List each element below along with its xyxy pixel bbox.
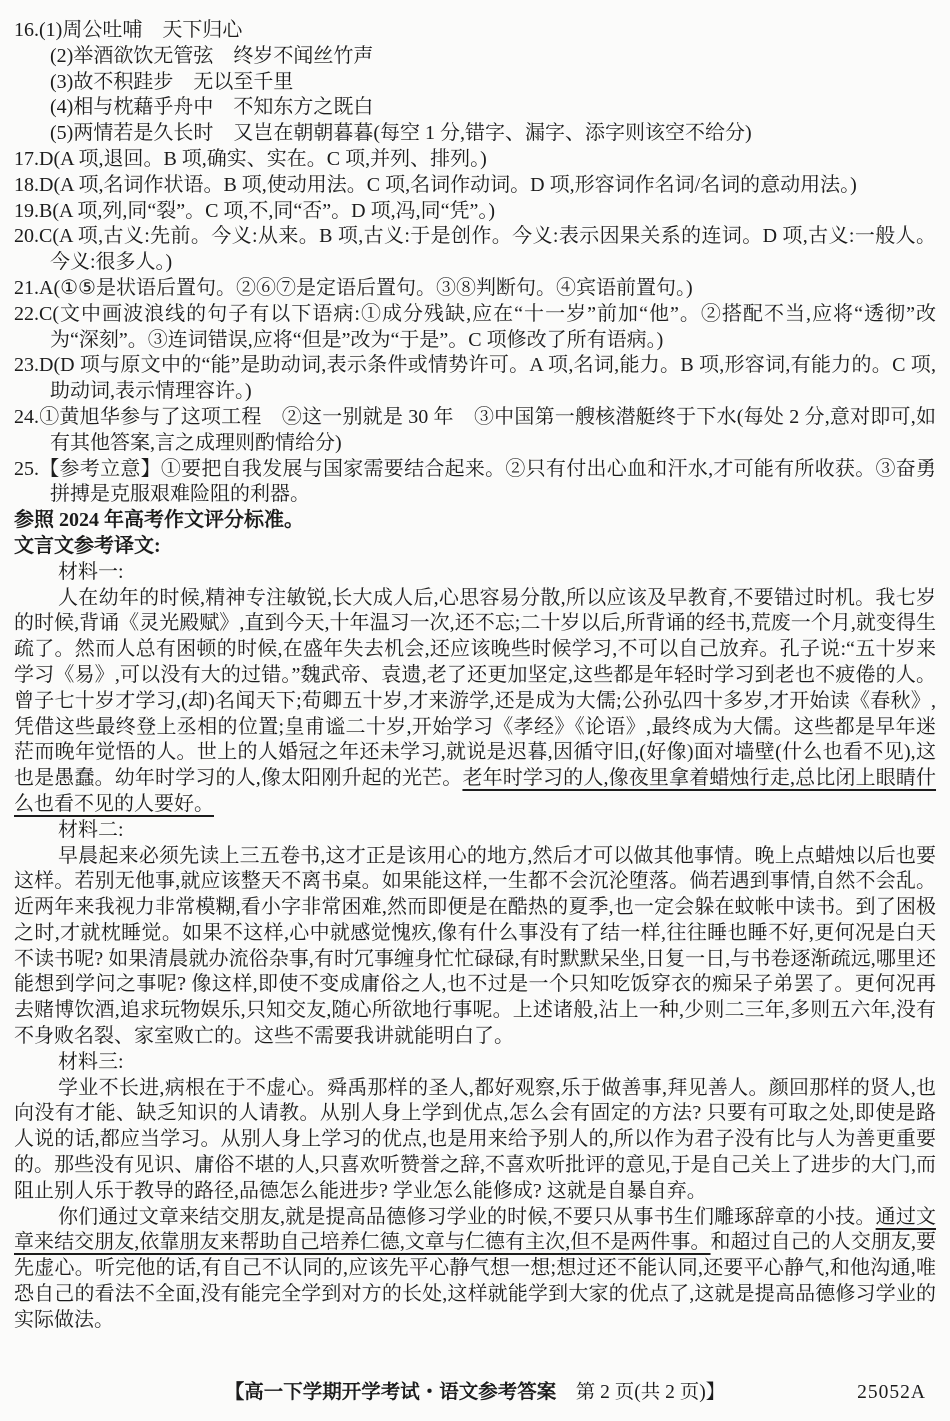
- essay-standard-note: 参照 2024 年高考作文评分标准。: [14, 509, 304, 532]
- answer-number-25: 25.: [14, 457, 39, 480]
- footer-exam-title: 【高一下学期开学考试・语文参考答案: [224, 1382, 557, 1403]
- footer-page-info: 第 2 页(共 2 页)】: [556, 1382, 726, 1403]
- answer-item-21: [14, 276, 936, 302]
- answer-16-line-5: (5)两情若是久长时 又岂在朝朝暮暮(每空 1 分,错字、漏字、添字则该空不给分): [50, 122, 752, 145]
- material-3b-post-text: 和超过自己的人交朋友,要先虚心。听完他的话,有自己不认同的,应该先平心静气想一想;想过还不能认同,还要平心静气,和他沟通,唯恐自己的看法不全面,没有能完全学到对方的长处,这样就能学到大家的优点了,这就是提高品德修习学业的实际做法。: [14, 1231, 937, 1331]
- answer-20-text: C(A 项,古义:先前。今义:从来。B 项,古义:于是创作。今义:表示因果关系的连词。D 项,古义:一般人。今义:很多人。): [39, 225, 936, 274]
- answer-number-23: 23.: [14, 354, 39, 377]
- material-1-label: 材料一:: [58, 560, 124, 583]
- answer-item-22: [14, 302, 936, 354]
- answer-number-19: 19.: [14, 199, 39, 222]
- answer-24-text: ①黄旭华参与了这项工程 ②这一别就是 30 年 ③中国第一艘核潜艇终于下水(每处 2 分,意对即可,如有其他答案,言之成理则酌情给分): [39, 405, 936, 454]
- answer-number-17: 17.: [14, 147, 39, 170]
- answer-17-text: D(A 项,退回。B 项,确实、实在。C 项,并列、排列。): [39, 147, 487, 170]
- answer-number-22: 22.: [14, 302, 39, 325]
- answers-list: [14, 18, 936, 508]
- answer-item-19: [14, 199, 936, 225]
- answer-18-text: D(A 项,名词作状语。B 项,使动用法。C 项,名词作动词。D 项,形容词作名词/名词的意动用法。): [39, 173, 857, 196]
- answer-23-text: D(D 项与原文中的“能”是助动词,表示条件或情势许可。A 项,名词,能力。B 项,形容词,有能力的。C 项,助动词,表示情理容许。): [39, 354, 936, 403]
- page-footer: [0, 1381, 950, 1405]
- material-3-text: 学业不长进,病根在于不虚心。舜禹那样的圣人,都好观察,乐于做善事,拜见善人。颜回那样的贤人,也向没有才能、缺乏知识的人请教。从别人身上学到优点,怎么会有固定的方法? 只要有可取之处,即使是路人说的话,都应当学习。从别人身上学习的优点,也是用来给予别人的,所以作为君子没有比与人为善更重要的。那些没有见识、庸俗不堪的人,只喜欢听赞誉之辞,不喜欢听批评的意见,于是自己关上了进步的大门,而阻止别人乐于教导的路径,品德怎么能进步? 学业怎么能修成? 这就是自暴自弃。: [14, 1076, 936, 1202]
- material-3b-pre-text: 你们通过文章来结交朋友,就是提高品德修习学业的时候,不要只从事书生们雕琢辞章的小技。: [58, 1205, 876, 1228]
- answer-number-21: 21.: [14, 276, 39, 299]
- paper-code: 25052A: [857, 1382, 926, 1403]
- answer-25-text: 【参考立意】①要把自我发展与国家需要结合起来。②只有付出心血和汗水,才可能有所收获。③奋勇拼搏是克服艰难险阻的利器。: [39, 457, 936, 506]
- answer-number-16: 16.: [14, 19, 39, 41]
- material-3-paragraph-2: [14, 1205, 936, 1334]
- material-1-underlined-passage: 老年时学习的人,像夜里拿着蜡烛行走,总比闭上眼睛什么也看不见的人要好。: [14, 767, 937, 815]
- answer-16-line-3: (3)故不积跬步 无以至千里: [50, 70, 294, 93]
- answer-item-24: [14, 405, 936, 457]
- material-3-paragraph-1: [14, 1076, 936, 1205]
- answer-19-text: B(A 项,列,同“裂”。C 项,不,同“否”。D 项,冯,同“凭”。): [39, 199, 496, 222]
- material-1-text: 人在幼年的时候,精神专注敏锐,长大成人后,心思容易分散,所以应该及早教育,不要错过时机。我七岁的时候,背诵《灵光殿赋》,直到今天,十年温习一次,还不忘;二十岁以后,所背诵的经书,荒废一个月,就变得生疏了。然而人总有困顿的时候,在盛年失去机会,还应该晚些时候学习,不可以自己放弃。孔子说:“五十岁来学习《易》,可以没有大的过错。”魏武帝、袁遗,老了还更加坚定,这些都是年轻时学习到老也不疲倦的人。曾子七十岁才学习,(却)名闻天下;荀卿五十岁,才来游学,还是成为大儒;公孙弘四十多岁,才开始读《春秋》,凭借这些最终登上丞相的位置;皇甫谧二十岁,开始学习《孝经》《论语》,最终成为大儒。这些都是早年迷茫而晚年觉悟的人。世上的人婚冠之年还未学习,就说是迟暮,因循守旧,(好像)面对墙壁(什么也看不见),这也是愚蠢。幼年时学习的人,像太阳刚升起的光芒。: [14, 586, 936, 790]
- translation-heading: 文言文参考译文:: [14, 534, 161, 557]
- answer-16-line-4: (4)相与枕藉乎舟中 不知东方之既白: [50, 96, 374, 119]
- answer-number-18: 18.: [14, 173, 39, 196]
- answer-16-line-1: (1)周公吐哺 天下归心: [39, 19, 243, 41]
- material-3-label: 材料三:: [58, 1050, 124, 1073]
- answer-number-20: 20.: [14, 225, 39, 248]
- answer-22-text: C(文中画波浪线的句子有以下语病:①成分残缺,应在“十一岁”前加“他”。②搭配不当,应将“透彻”改为“深刻”。③连词错误,应将“但是”改为“于是”。C 项修改了所有语病。): [39, 302, 936, 351]
- material-2-label: 材料二:: [58, 818, 124, 841]
- answer-item-25: [14, 457, 936, 509]
- answer-item-23: [14, 353, 936, 405]
- answer-21-text: A(①⑤是状语后置句。②⑥⑦是定语后置句。③⑧判断句。④宾语前置句。): [39, 276, 693, 299]
- material-1-paragraph: [14, 586, 936, 818]
- answer-number-24: 24.: [14, 405, 39, 428]
- answer-item-17: [14, 147, 936, 173]
- answer-item-18: [14, 173, 936, 199]
- answer-item-16: [14, 18, 936, 44]
- material-2-text: 早晨起来必须先读上三五卷书,这才正是该用心的地方,然后才可以做其他事情。晚上点蜡烛以后也要这样。若别无他事,就应该整天不离书桌。如果能这样,一生都不会沉沦堕落。倘若遇到事情,自然不会乱。近两年来我视力非常模糊,看小字非常困难,然而即便是在酷热的夏季,也一定会躲在蚊帐中读书。到了困极之时,才就枕睡觉。如果不这样,心中就感觉愧疚,像有什么事没有了结一样,往往睡也睡不好,更何况是白天不读书呢? 如果清晨就办流俗杂事,有时冗事缠身忙忙碌碌,有时默默呆坐,日复一日,与书卷逐渐疏远,哪里还能想到学问之事呢? 像这样,即使不变成庸俗之人,也不过是一个只知吃饭穿衣的痴呆子弟罢了。更何况再去赌博饮酒,追求玩物娱乐,只知交友,随心所欲地行事呢。上述诸般,沾上一种,少则二三年,多则五六年,没有不身败名裂、家室败亡的。这些不需要我讲就能明白了。: [14, 844, 936, 1048]
- answer-item-20: [14, 224, 936, 276]
- material-2-paragraph: [14, 844, 936, 1050]
- answer-16-line-2: (2)举酒欲饮无管弦 终岁不闻丝竹声: [50, 44, 374, 67]
- material-3-underlined-passage: 通过文章来结交朋友,依靠朋友来帮助自己培养仁德,文章与仁德有主次,但不是两件事。: [14, 1205, 937, 1254]
